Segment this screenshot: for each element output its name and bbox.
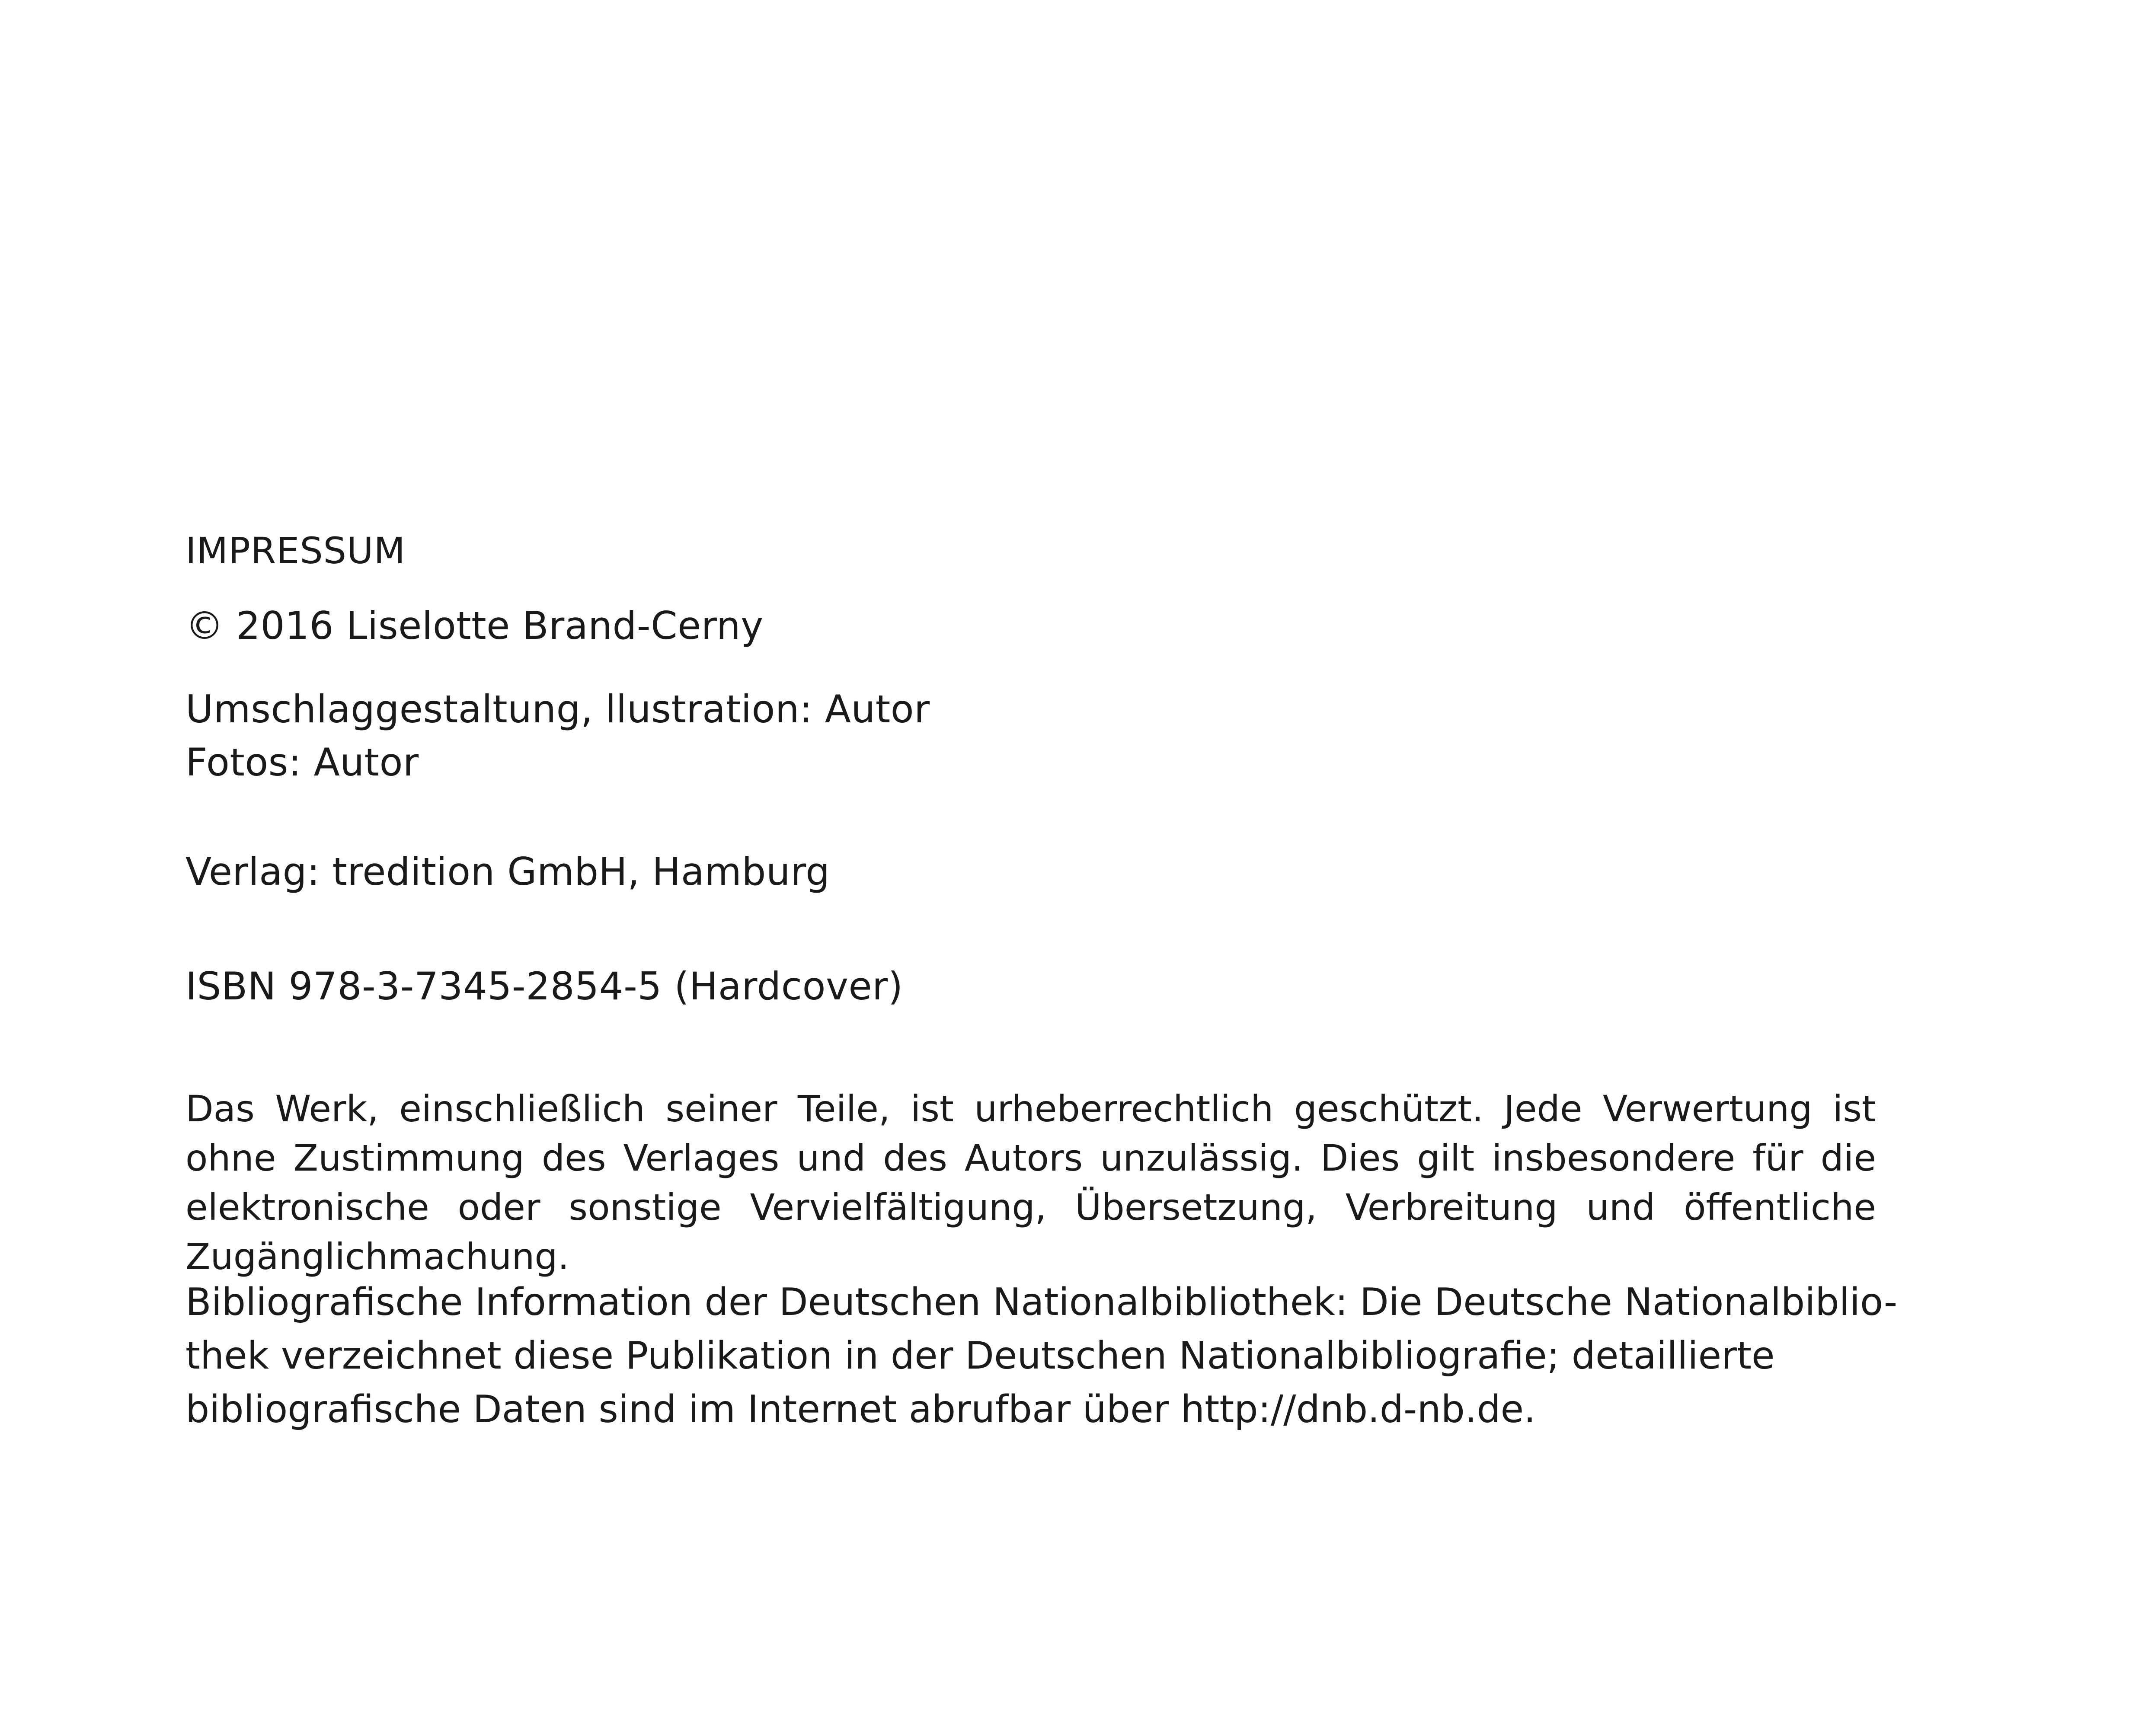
photo-credit: Fotos: Autor <box>185 740 419 785</box>
bibliographic-info-line: Bibliografische Information der Deutschen Nationalbibliothek: Die Deutsche Nationalbiblio- <box>185 1280 1898 1324</box>
bibliographic-info-line: thek verzeichnet diese Publikation in der Deutschen Nationalbibliografie; detaillierte <box>185 1334 1775 1378</box>
copyright-notice-line: elektronische oder sonstige Vervielfältigung, Übersetzung, Verbreitung und öffentliche <box>185 1186 1876 1229</box>
isbn-line: ISBN 978-3-7345-2854-5 (Hardcover) <box>185 964 903 1008</box>
copyright-notice <box>185 1084 1876 1281</box>
imprint-heading: IMPRESSUM <box>185 530 406 572</box>
copyright-notice-line: Das Werk, einschließlich seiner Teile, ist urheberrechtlich geschützt. Jede Verwertung ist <box>185 1088 1876 1130</box>
publisher-line: Verlag: tredition GmbH, Hamburg <box>185 849 830 894</box>
copyright-line: © 2016 Liselotte Brand-Cerny <box>185 603 764 648</box>
copyright-notice-line: ohne Zustimmung des Verlages und des Autors unzulässig. Dies gilt insbesondere für die <box>185 1137 1876 1179</box>
copyright-notice-line: Zugänglichmachung. <box>185 1235 569 1278</box>
cover-design-credit: Umschlaggestaltung, llustration: Autor <box>185 687 930 731</box>
bibliographic-info <box>185 1275 1941 1436</box>
bibliographic-info-line: bibliografische Daten sind im Internet abrufbar über http://dnb.d-nb.de. <box>185 1387 1536 1431</box>
